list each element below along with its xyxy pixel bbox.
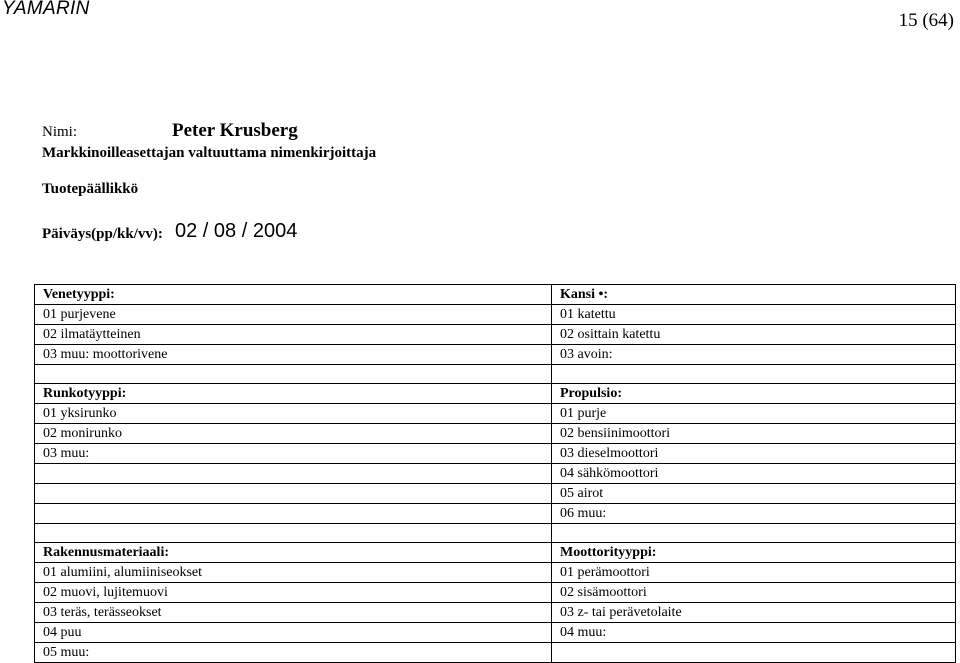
table-row bbox=[35, 563, 956, 583]
table-row bbox=[35, 543, 956, 563]
deck-heading: Kansi •: bbox=[552, 285, 956, 305]
engine-type-heading: Moottorityyppi: bbox=[552, 543, 956, 563]
material-option: 03 teräs, terässeokset bbox=[35, 603, 552, 623]
empty-cell bbox=[552, 524, 956, 543]
brand-logo: YAMARIN bbox=[2, 0, 90, 19]
hull-type-option: 01 yksirunko bbox=[35, 404, 552, 424]
material-heading: Rakennusmateriaali: bbox=[35, 543, 552, 563]
empty-cell bbox=[35, 484, 552, 504]
date-value: 02 / 08 / 2004 bbox=[175, 220, 298, 242]
empty-cell bbox=[35, 464, 552, 484]
engine-type-option: 03 z- tai perävetolaite bbox=[552, 603, 956, 623]
name-label: Nimi: bbox=[42, 124, 78, 140]
page-number: 15 (64) bbox=[898, 10, 954, 31]
table-row bbox=[35, 464, 956, 484]
table-row bbox=[35, 504, 956, 524]
material-option: 01 alumiini, alumiiniseokset bbox=[35, 563, 552, 583]
propulsion-option: 06 muu: bbox=[552, 504, 956, 524]
table-spacer-row bbox=[35, 365, 956, 384]
deck-option: 03 avoin: bbox=[552, 345, 956, 365]
hull-type-option: 02 monirunko bbox=[35, 424, 552, 444]
table-row bbox=[35, 424, 956, 444]
deck-option: 02 osittain katettu bbox=[552, 325, 956, 345]
signer-role-line1: Markkinoilleasettajan valtuuttama nimenkirjoittaja bbox=[42, 145, 377, 161]
hull-type-option: 03 muu: bbox=[35, 444, 552, 464]
boat-specification-table bbox=[34, 284, 956, 663]
table-row bbox=[35, 345, 956, 365]
table-row bbox=[35, 384, 956, 404]
engine-type-option: 02 sisämoottori bbox=[552, 583, 956, 603]
propulsion-option: 01 purje bbox=[552, 404, 956, 424]
table-row bbox=[35, 325, 956, 345]
signer-name: Peter Krusberg bbox=[172, 120, 298, 141]
signer-role-line2: Tuotepäällikkö bbox=[42, 181, 139, 197]
empty-cell bbox=[35, 365, 552, 384]
propulsion-option: 04 sähkömoottori bbox=[552, 464, 956, 484]
boat-type-heading: Venetyyppi: bbox=[35, 285, 552, 305]
propulsion-heading: Propulsio: bbox=[552, 384, 956, 404]
empty-cell bbox=[552, 643, 956, 663]
table-row bbox=[35, 404, 956, 424]
table-row bbox=[35, 305, 956, 325]
table-row bbox=[35, 643, 956, 663]
table-row bbox=[35, 583, 956, 603]
deck-option: 01 katettu bbox=[552, 305, 956, 325]
table-row bbox=[35, 285, 956, 305]
table-spacer-row bbox=[35, 524, 956, 543]
boat-type-option: 03 muu: moottorivene bbox=[35, 345, 552, 365]
propulsion-option: 02 bensiinimoottori bbox=[552, 424, 956, 444]
table-row bbox=[35, 484, 956, 504]
material-option: 02 muovi, lujitemuovi bbox=[35, 583, 552, 603]
table-row bbox=[35, 623, 956, 643]
boat-type-option: 02 ilmatäytteinen bbox=[35, 325, 552, 345]
material-option: 05 muu: bbox=[35, 643, 552, 663]
date-label: Päiväys(pp/kk/vv): bbox=[42, 226, 163, 242]
empty-cell bbox=[35, 504, 552, 524]
hull-type-heading: Runkotyyppi: bbox=[35, 384, 552, 404]
table-row bbox=[35, 603, 956, 623]
empty-cell bbox=[552, 365, 956, 384]
empty-cell bbox=[35, 524, 552, 543]
boat-type-option: 01 purjevene bbox=[35, 305, 552, 325]
table-row bbox=[35, 444, 956, 464]
propulsion-option: 03 dieselmoottori bbox=[552, 444, 956, 464]
engine-type-option: 01 perämoottori bbox=[552, 563, 956, 583]
engine-type-option: 04 muu: bbox=[552, 623, 956, 643]
propulsion-option: 05 airot bbox=[552, 484, 956, 504]
material-option: 04 puu bbox=[35, 623, 552, 643]
